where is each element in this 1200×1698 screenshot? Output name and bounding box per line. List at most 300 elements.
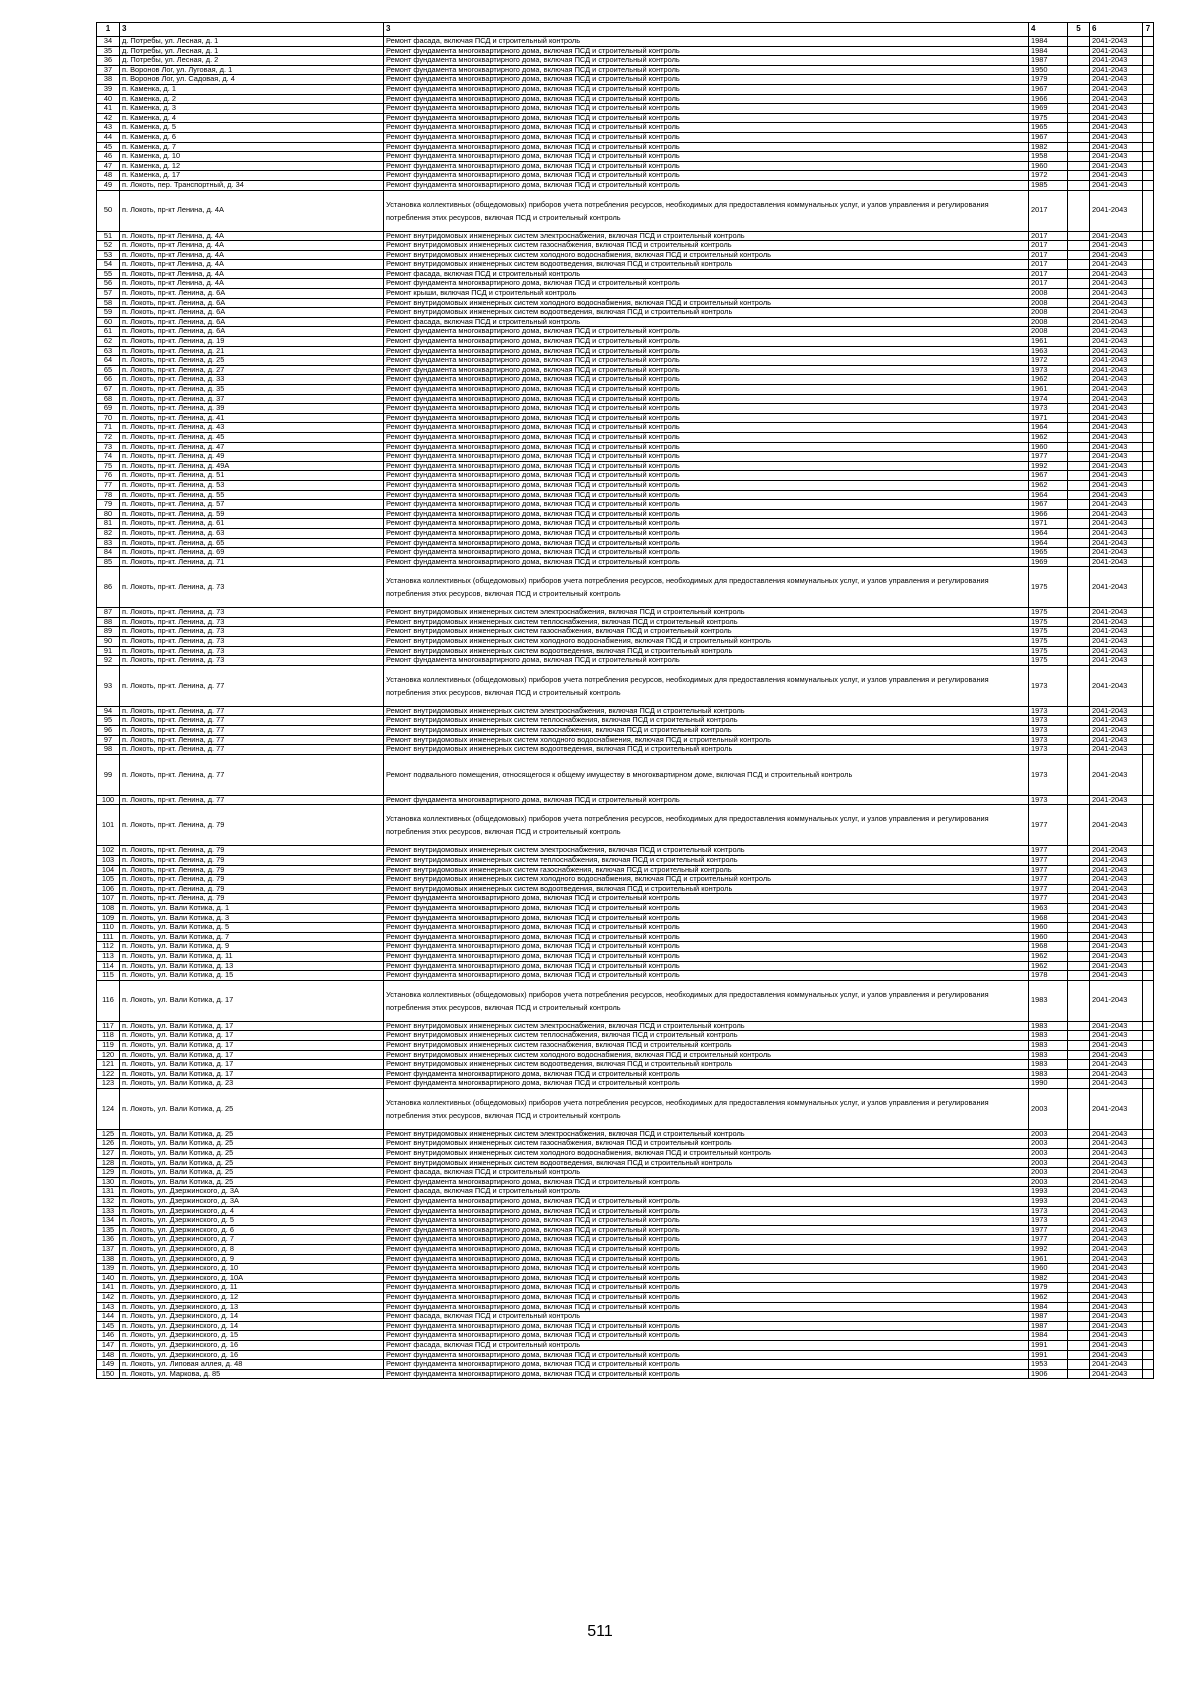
period-cell: 2041-2043 — [1090, 171, 1143, 181]
col5-cell — [1068, 190, 1090, 231]
col5-cell — [1068, 1139, 1090, 1149]
year-cell: 1960 — [1029, 923, 1068, 933]
col5-cell — [1068, 805, 1090, 846]
year-cell: 1983 — [1029, 1031, 1068, 1041]
table-row — [97, 795, 1154, 805]
col7-cell — [1143, 231, 1154, 241]
work-type-cell: Ремонт фундамента многоквартирного дома, включая ПСД и строительный контроль — [384, 1197, 1029, 1207]
address-cell: п. Локоть, пр-кт. Ленина, д. 39 — [120, 404, 384, 414]
work-type-cell: Ремонт внутридомовых инженерных систем электроснабжения, включая ПСД и строительный контроль — [384, 608, 1029, 618]
year-cell: 1991 — [1029, 1340, 1068, 1350]
work-type-cell: Ремонт фундамента многоквартирного дома, включая ПСД и строительный контроль — [384, 951, 1029, 961]
table-row — [97, 327, 1154, 337]
col7-cell — [1143, 250, 1154, 260]
row-number: 48 — [97, 171, 120, 181]
row-number: 52 — [97, 241, 120, 251]
row-number: 111 — [97, 932, 120, 942]
period-cell: 2041-2043 — [1090, 971, 1143, 981]
col5-cell — [1068, 980, 1090, 1021]
year-cell: 1983 — [1029, 1060, 1068, 1070]
col7-cell — [1143, 241, 1154, 251]
address-cell: п. Локоть, пр-кт. Ленина, д. 33 — [120, 375, 384, 385]
address-cell: п. Локоть, ул. Дзержинского, д. 4 — [120, 1206, 384, 1216]
row-number: 143 — [97, 1302, 120, 1312]
period-cell: 2041-2043 — [1090, 1129, 1143, 1139]
col5-cell — [1068, 1321, 1090, 1331]
col5-cell — [1068, 500, 1090, 510]
year-cell: 1967 — [1029, 132, 1068, 142]
work-type-cell: Ремонт внутридомовых инженерных систем электроснабжения, включая ПСД и строительный контроль — [384, 231, 1029, 241]
col5-cell — [1068, 716, 1090, 726]
col7-cell — [1143, 327, 1154, 337]
period-cell: 2041-2043 — [1090, 1050, 1143, 1060]
col5-cell — [1068, 356, 1090, 366]
row-number: 71 — [97, 423, 120, 433]
address-cell: п. Локоть, ул. Дзержинского, д. 13 — [120, 1302, 384, 1312]
year-cell: 1991 — [1029, 1350, 1068, 1360]
period-cell: 2041-2043 — [1090, 1149, 1143, 1159]
year-cell: 1982 — [1029, 1273, 1068, 1283]
col5-cell — [1068, 142, 1090, 152]
table-row — [97, 1021, 1154, 1031]
year-cell: 1984 — [1029, 37, 1068, 47]
address-cell: п. Локоть, пр-кт. Ленина, д. 77 — [120, 665, 384, 706]
period-cell: 2041-2043 — [1090, 1225, 1143, 1235]
address-cell: п. Локоть, ул. Вали Котика, д. 17 — [120, 1031, 384, 1041]
table-row — [97, 490, 1154, 500]
table-row — [97, 1197, 1154, 1207]
col7-cell — [1143, 1254, 1154, 1264]
table-row — [97, 289, 1154, 299]
table-row — [97, 1225, 1154, 1235]
col5-cell — [1068, 113, 1090, 123]
table-row — [97, 1273, 1154, 1283]
table-row — [97, 37, 1154, 47]
col7-cell — [1143, 627, 1154, 637]
period-cell: 2041-2043 — [1090, 754, 1143, 795]
period-cell: 2041-2043 — [1090, 365, 1143, 375]
address-cell: п. Локоть, ул. Вали Котика, д. 25 — [120, 1129, 384, 1139]
col7-cell — [1143, 190, 1154, 231]
row-number: 59 — [97, 308, 120, 318]
work-type-cell: Ремонт внутридомовых инженерных систем газоснабжения, включая ПСД и строительный контроль — [384, 726, 1029, 736]
year-cell: 1965 — [1029, 548, 1068, 558]
address-cell: п. Локоть, пр-кт. Ленина, д. 79 — [120, 884, 384, 894]
work-type-cell: Установка коллективных (общедомовых) приборов учета потребления ресурсов, необходимых для предоставления коммунальных услуг, и узлов управления и регулирования потребления этих ресурсов, включая ПСД и строительный контроль — [384, 980, 1029, 1021]
table-row — [97, 1369, 1154, 1379]
work-type-cell: Ремонт фундамента многоквартирного дома, включая ПСД и строительный контроль — [384, 1369, 1029, 1379]
col7-cell — [1143, 923, 1154, 933]
year-cell: 1985 — [1029, 180, 1068, 190]
address-cell: п. Локоть, пр-кт. Ленина, д. 6А — [120, 289, 384, 299]
col5-cell — [1068, 1069, 1090, 1079]
year-cell: 1975 — [1029, 646, 1068, 656]
work-type-cell: Ремонт фундамента многоквартирного дома, включая ПСД и строительный контроль — [384, 971, 1029, 981]
period-cell: 2041-2043 — [1090, 1060, 1143, 1070]
col7-cell — [1143, 123, 1154, 133]
address-cell: п. Локоть, ул. Вали Котика, д. 13 — [120, 961, 384, 971]
address-cell: п. Воронов Лог, ул. Луговая, д. 1 — [120, 65, 384, 75]
row-number: 115 — [97, 971, 120, 981]
col7-cell — [1143, 375, 1154, 385]
col5-cell — [1068, 1088, 1090, 1129]
col7-cell — [1143, 1216, 1154, 1226]
row-number: 138 — [97, 1254, 120, 1264]
table-row — [97, 884, 1154, 894]
address-cell: п. Локоть, ул. Дзержинского, д. 5 — [120, 1216, 384, 1226]
address-cell: п. Локоть, пр-кт. Ленина, д. 45 — [120, 432, 384, 442]
period-cell: 2041-2043 — [1090, 404, 1143, 414]
work-type-cell: Ремонт внутридомовых инженерных систем электроснабжения, включая ПСД и строительный контроль — [384, 846, 1029, 856]
work-type-cell: Ремонт фундамента многоквартирного дома, включая ПСД и строительный контроль — [384, 337, 1029, 347]
col7-cell — [1143, 385, 1154, 395]
year-cell: 1975 — [1029, 627, 1068, 637]
table-row — [97, 142, 1154, 152]
row-number: 40 — [97, 94, 120, 104]
table-row — [97, 171, 1154, 181]
table-row — [97, 1040, 1154, 1050]
table-row — [97, 461, 1154, 471]
work-type-cell: Ремонт фундамента многоквартирного дома, включая ПСД и строительный контроль — [384, 490, 1029, 500]
work-type-cell: Ремонт внутридомовых инженерных систем электроснабжения, включая ПСД и строительный контроль — [384, 706, 1029, 716]
year-cell: 1958 — [1029, 152, 1068, 162]
row-number: 118 — [97, 1031, 120, 1041]
address-cell: п. Локоть, ул. Вали Котика, д. 15 — [120, 971, 384, 981]
period-cell: 2041-2043 — [1090, 548, 1143, 558]
col5-cell — [1068, 56, 1090, 66]
col7-cell — [1143, 1206, 1154, 1216]
year-cell: 1972 — [1029, 171, 1068, 181]
col7-cell — [1143, 37, 1154, 47]
col7-cell — [1143, 538, 1154, 548]
address-cell: п. Локоть, ул. Дзержинского, д. 9 — [120, 1254, 384, 1264]
year-cell: 1971 — [1029, 413, 1068, 423]
col7-cell — [1143, 298, 1154, 308]
col5-cell — [1068, 171, 1090, 181]
period-cell: 2041-2043 — [1090, 913, 1143, 923]
address-cell: п. Локоть, ул. Вали Котика, д. 17 — [120, 1050, 384, 1060]
col7-cell — [1143, 1235, 1154, 1245]
col7-cell — [1143, 289, 1154, 299]
row-number: 63 — [97, 346, 120, 356]
address-cell: п. Каменка, д. 2 — [120, 94, 384, 104]
row-number: 80 — [97, 509, 120, 519]
row-number: 67 — [97, 385, 120, 395]
col5-cell — [1068, 1158, 1090, 1168]
address-cell: п. Каменка, д. 17 — [120, 171, 384, 181]
work-type-cell: Установка коллективных (общедомовых) приборов учета потребления ресурсов, необходимых для предоставления коммунальных услуг, и узлов управления и регулирования потребления этих ресурсов, включая ПСД и строительный контроль — [384, 665, 1029, 706]
work-type-cell: Ремонт фундамента многоквартирного дома, включая ПСД и строительный контроль — [384, 104, 1029, 114]
col7-cell — [1143, 65, 1154, 75]
col7-cell — [1143, 1040, 1154, 1050]
header-col-7: 7 — [1143, 23, 1154, 37]
row-number: 35 — [97, 46, 120, 56]
address-cell: п. Локоть, пр-кт. Ленина, д. 73 — [120, 656, 384, 666]
address-cell: п. Локоть, пр-кт. Ленина, д. 55 — [120, 490, 384, 500]
row-number: 128 — [97, 1158, 120, 1168]
row-number: 84 — [97, 548, 120, 558]
year-cell: 1983 — [1029, 1021, 1068, 1031]
row-number: 64 — [97, 356, 120, 366]
work-type-cell: Ремонт фасада, включая ПСД и строительный контроль — [384, 1168, 1029, 1178]
col7-cell — [1143, 1283, 1154, 1293]
col7-cell — [1143, 46, 1154, 56]
col7-cell — [1143, 180, 1154, 190]
work-type-cell: Ремонт внутридомовых инженерных систем теплоснабжения, включая ПСД и строительный контроль — [384, 1031, 1029, 1041]
col7-cell — [1143, 480, 1154, 490]
period-cell: 2041-2043 — [1090, 94, 1143, 104]
address-cell: п. Локоть, пр-кт. Ленина, д. 79 — [120, 875, 384, 885]
address-cell: п. Локоть, ул. Дзержинского, д. 7 — [120, 1235, 384, 1245]
row-number: 57 — [97, 289, 120, 299]
col7-cell — [1143, 452, 1154, 462]
work-type-cell: Ремонт фундамента многоквартирного дома, включая ПСД и строительный контроль — [384, 75, 1029, 85]
row-number: 105 — [97, 875, 120, 885]
period-cell: 2041-2043 — [1090, 894, 1143, 904]
row-number: 114 — [97, 961, 120, 971]
address-cell: п. Воронов Лог, ул. Садовая, д. 4 — [120, 75, 384, 85]
row-number: 104 — [97, 865, 120, 875]
col5-cell — [1068, 1040, 1090, 1050]
col5-cell — [1068, 1021, 1090, 1031]
col5-cell — [1068, 961, 1090, 971]
work-type-cell: Ремонт фундамента многоквартирного дома, включая ПСД и строительный контроль — [384, 961, 1029, 971]
table-row — [97, 1060, 1154, 1070]
period-cell: 2041-2043 — [1090, 726, 1143, 736]
row-number: 85 — [97, 557, 120, 567]
row-number: 137 — [97, 1245, 120, 1255]
col5-cell — [1068, 180, 1090, 190]
year-cell: 1983 — [1029, 1069, 1068, 1079]
work-type-cell: Ремонт внутридомовых инженерных систем водоотведения, включая ПСД и строительный контроль — [384, 745, 1029, 755]
row-number: 70 — [97, 413, 120, 423]
work-type-cell: Ремонт фундамента многоквартирного дома, включая ПСД и строительный контроль — [384, 84, 1029, 94]
col7-cell — [1143, 171, 1154, 181]
table-row — [97, 637, 1154, 647]
year-cell: 2008 — [1029, 327, 1068, 337]
year-cell: 1967 — [1029, 471, 1068, 481]
work-type-cell: Ремонт фундамента многоквартирного дома, включая ПСД и строительный контроль — [384, 132, 1029, 142]
table-row — [97, 971, 1154, 981]
year-cell: 1982 — [1029, 142, 1068, 152]
col5-cell — [1068, 161, 1090, 171]
col5-cell — [1068, 1187, 1090, 1197]
year-cell: 1973 — [1029, 735, 1068, 745]
col7-cell — [1143, 961, 1154, 971]
period-cell: 2041-2043 — [1090, 250, 1143, 260]
address-cell: п. Локоть, пр-кт. Ленина, д. 63 — [120, 528, 384, 538]
work-type-cell: Ремонт фундамента многоквартирного дома, включая ПСД и строительный контроль — [384, 519, 1029, 529]
work-type-cell: Ремонт фундамента многоквартирного дома, включая ПСД и строительный контроль — [384, 1350, 1029, 1360]
year-cell: 1963 — [1029, 903, 1068, 913]
col5-cell — [1068, 1235, 1090, 1245]
row-number: 144 — [97, 1312, 120, 1322]
work-type-cell: Ремонт фундамента многоквартирного дома, включая ПСД и строительный контроль — [384, 113, 1029, 123]
table-row — [97, 726, 1154, 736]
col7-cell — [1143, 951, 1154, 961]
row-number: 97 — [97, 735, 120, 745]
row-number: 123 — [97, 1079, 120, 1089]
row-number: 39 — [97, 84, 120, 94]
year-cell: 1975 — [1029, 113, 1068, 123]
address-cell: п. Локоть, ул. Вали Котика, д. 1 — [120, 903, 384, 913]
address-cell: п. Локоть, ул. Вали Котика, д. 23 — [120, 1079, 384, 1089]
col7-cell — [1143, 980, 1154, 1021]
col7-cell — [1143, 665, 1154, 706]
table-row — [97, 1235, 1154, 1245]
address-cell: п. Локоть, пр-кт. Ленина, д. 37 — [120, 394, 384, 404]
col5-cell — [1068, 298, 1090, 308]
row-number: 146 — [97, 1331, 120, 1341]
address-cell: п. Каменка, д. 7 — [120, 142, 384, 152]
table-row — [97, 279, 1154, 289]
table-row — [97, 735, 1154, 745]
period-cell: 2041-2043 — [1090, 980, 1143, 1021]
work-type-cell: Ремонт внутридомовых инженерных систем теплоснабжения, включая ПСД и строительный контроль — [384, 716, 1029, 726]
year-cell: 1993 — [1029, 1197, 1068, 1207]
period-cell: 2041-2043 — [1090, 161, 1143, 171]
period-cell: 2041-2043 — [1090, 646, 1143, 656]
period-cell: 2041-2043 — [1090, 1235, 1143, 1245]
year-cell: 1977 — [1029, 884, 1068, 894]
year-cell: 1960 — [1029, 1264, 1068, 1274]
period-cell: 2041-2043 — [1090, 735, 1143, 745]
col7-cell — [1143, 608, 1154, 618]
row-number: 94 — [97, 706, 120, 716]
col7-cell — [1143, 1312, 1154, 1322]
year-cell: 2008 — [1029, 308, 1068, 318]
col5-cell — [1068, 1129, 1090, 1139]
row-number: 42 — [97, 113, 120, 123]
row-number: 41 — [97, 104, 120, 114]
work-type-cell: Ремонт фундамента многоквартирного дома, включая ПСД и строительный контроль — [384, 94, 1029, 104]
year-cell: 2003 — [1029, 1158, 1068, 1168]
address-cell: п. Каменка, д. 12 — [120, 161, 384, 171]
row-number: 37 — [97, 65, 120, 75]
work-type-cell: Ремонт внутридомовых инженерных систем холодного водоснабжения, включая ПСД и строительный контроль — [384, 1149, 1029, 1159]
col5-cell — [1068, 104, 1090, 114]
row-number: 91 — [97, 646, 120, 656]
col7-cell — [1143, 1021, 1154, 1031]
period-cell: 2041-2043 — [1090, 490, 1143, 500]
col5-cell — [1068, 1331, 1090, 1341]
col7-cell — [1143, 1273, 1154, 1283]
page-number: 511 — [587, 1623, 613, 1640]
table-row — [97, 980, 1154, 1021]
row-number: 82 — [97, 528, 120, 538]
col5-cell — [1068, 548, 1090, 558]
col5-cell — [1068, 627, 1090, 637]
table-row — [97, 1050, 1154, 1060]
work-type-cell: Ремонт внутридомовых инженерных систем холодного водоснабжения, включая ПСД и строительный контроль — [384, 1050, 1029, 1060]
address-cell: п. Локоть, ул. Вали Котика, д. 25 — [120, 1139, 384, 1149]
period-cell: 2041-2043 — [1090, 1245, 1143, 1255]
col7-cell — [1143, 365, 1154, 375]
work-type-cell: Установка коллективных (общедомовых) приборов учета потребления ресурсов, необходимых для предоставления коммунальных услуг, и узлов управления и регулирования потребления этих ресурсов, включая ПСД и строительный контроль — [384, 805, 1029, 846]
period-cell: 2041-2043 — [1090, 903, 1143, 913]
work-type-cell: Ремонт фундамента многоквартирного дома, включая ПСД и строительный контроль — [384, 123, 1029, 133]
table-row — [97, 250, 1154, 260]
table-row — [97, 423, 1154, 433]
work-type-cell: Ремонт фундамента многоквартирного дома, включая ПСД и строительный контроль — [384, 471, 1029, 481]
address-cell: п. Локоть, пр-кт. Ленина, д. 53 — [120, 480, 384, 490]
period-cell: 2041-2043 — [1090, 231, 1143, 241]
repair-schedule-table — [96, 22, 1154, 1379]
table-row — [97, 413, 1154, 423]
work-type-cell: Ремонт фундамента многоквартирного дома, включая ПСД и строительный контроль — [384, 656, 1029, 666]
period-cell: 2041-2043 — [1090, 923, 1143, 933]
address-cell: п. Локоть, пр-кт. Ленина, д. 6А — [120, 327, 384, 337]
table-row — [97, 1292, 1154, 1302]
col5-cell — [1068, 971, 1090, 981]
col7-cell — [1143, 461, 1154, 471]
row-number: 130 — [97, 1177, 120, 1187]
work-type-cell: Ремонт фундамента многоквартирного дома, включая ПСД и строительный контроль — [384, 1079, 1029, 1089]
table-row — [97, 94, 1154, 104]
year-cell: 1993 — [1029, 1187, 1068, 1197]
table-row — [97, 509, 1154, 519]
address-cell: п. Локоть, пр-кт. Ленина, д. 77 — [120, 754, 384, 795]
year-cell: 1964 — [1029, 490, 1068, 500]
work-type-cell: Ремонт фундамента многоквартирного дома, включая ПСД и строительный контроль — [384, 375, 1029, 385]
period-cell: 2041-2043 — [1090, 1158, 1143, 1168]
address-cell: п. Локоть, пр-кт. Ленина, д. 65 — [120, 538, 384, 548]
year-cell: 1961 — [1029, 1254, 1068, 1264]
year-cell: 2008 — [1029, 289, 1068, 299]
row-number: 86 — [97, 567, 120, 608]
year-cell: 1984 — [1029, 46, 1068, 56]
col5-cell — [1068, 1245, 1090, 1255]
period-cell: 2041-2043 — [1090, 846, 1143, 856]
table-row — [97, 260, 1154, 270]
address-cell: п. Локоть, ул. Дзержинского, д. 3А — [120, 1187, 384, 1197]
col7-cell — [1143, 846, 1154, 856]
year-cell: 1972 — [1029, 356, 1068, 366]
period-cell: 2041-2043 — [1090, 442, 1143, 452]
work-type-cell: Ремонт фундамента многоквартирного дома, включая ПСД и строительный контроль — [384, 1264, 1029, 1274]
period-cell: 2041-2043 — [1090, 132, 1143, 142]
col7-cell — [1143, 884, 1154, 894]
period-cell: 2041-2043 — [1090, 480, 1143, 490]
period-cell: 2041-2043 — [1090, 1177, 1143, 1187]
work-type-cell: Ремонт фундамента многоквартирного дома, включая ПСД и строительный контроль — [384, 404, 1029, 414]
col7-cell — [1143, 903, 1154, 913]
table-row — [97, 754, 1154, 795]
table-row — [97, 1350, 1154, 1360]
address-cell: п. Локоть, пр-кт. Ленина, д. 71 — [120, 557, 384, 567]
work-type-cell: Ремонт фундамента многоквартирного дома, включая ПСД и строительный контроль — [384, 346, 1029, 356]
col5-cell — [1068, 1302, 1090, 1312]
work-type-cell: Ремонт фундамента многоквартирного дома, включая ПСД и строительный контроль — [384, 1206, 1029, 1216]
table-body — [97, 37, 1154, 1379]
work-type-cell: Ремонт внутридомовых инженерных систем газоснабжения, включая ПСД и строительный контроль — [384, 241, 1029, 251]
row-number: 142 — [97, 1292, 120, 1302]
row-number: 108 — [97, 903, 120, 913]
table-row — [97, 365, 1154, 375]
col7-cell — [1143, 1292, 1154, 1302]
address-cell: п. Каменка, д. 5 — [120, 123, 384, 133]
year-cell: 1987 — [1029, 56, 1068, 66]
col5-cell — [1068, 269, 1090, 279]
work-type-cell: Ремонт внутридомовых инженерных систем газоснабжения, включая ПСД и строительный контроль — [384, 865, 1029, 875]
period-cell: 2041-2043 — [1090, 142, 1143, 152]
year-cell: 1979 — [1029, 1283, 1068, 1293]
work-type-cell: Ремонт фундамента многоквартирного дома, включая ПСД и строительный контроль — [384, 432, 1029, 442]
col5-cell — [1068, 1292, 1090, 1302]
year-cell: 2017 — [1029, 269, 1068, 279]
period-cell: 2041-2043 — [1090, 500, 1143, 510]
period-cell: 2041-2043 — [1090, 951, 1143, 961]
